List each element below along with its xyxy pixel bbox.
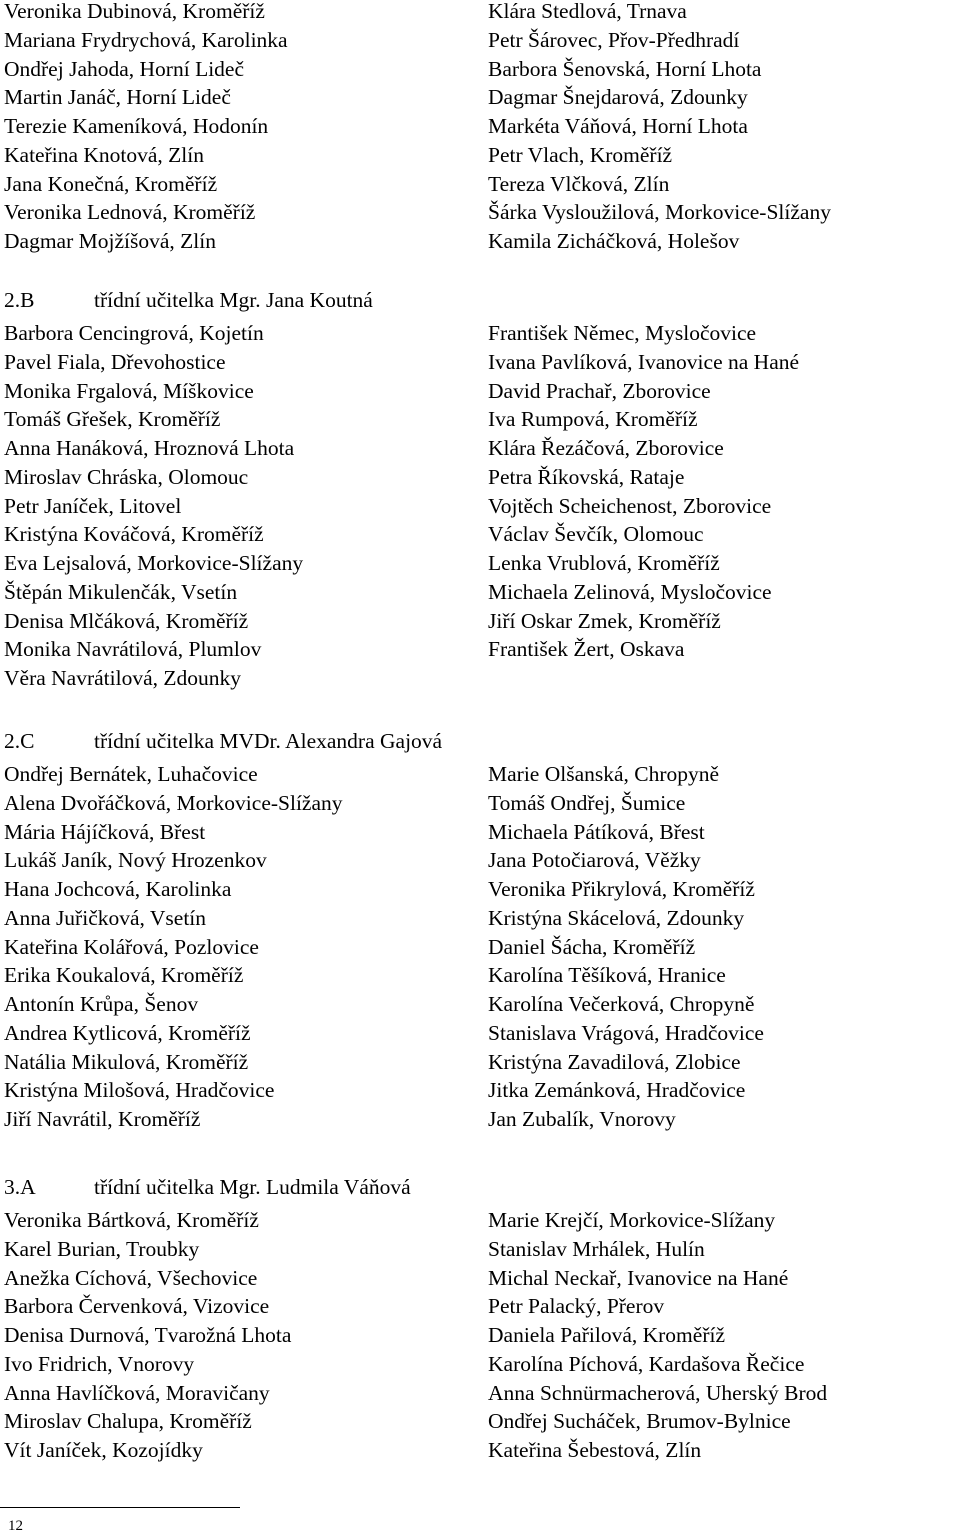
student-entry: Marie Olšanská, Chropyně: [488, 762, 720, 786]
class-section-2c: [4, 727, 954, 1134]
student-entry: Terezie Kameníková, Hodonín: [4, 114, 269, 138]
student-entry: David Prachař, Zborovice: [488, 378, 711, 403]
student-entry: Ivana Pavlíková, Ivanovice na Hané: [488, 349, 800, 374]
student-entry: Anna Juřičková, Vsetín: [4, 905, 207, 930]
student-entry: Daniel Šácha, Kroměříž: [488, 934, 696, 959]
student-list-left: [4, 319, 488, 693]
student-entry: Petr Palacký, Přerov: [488, 1294, 665, 1319]
student-entry: Petr Šárovec, Přov-Předhradí: [488, 27, 740, 52]
student-entry: Barbora Šenovská, Horní Lhota: [488, 56, 762, 81]
student-entry: Monika Frgalová, Míškovice: [4, 378, 254, 403]
student-entry: Marie Krejčí, Morkovice-Slížany: [488, 1208, 776, 1232]
student-entry: Iva Rumpová, Kroměříž: [488, 407, 698, 432]
student-entry: Miroslav Chalupa, Kroměříž: [4, 1409, 252, 1434]
student-entry: Kateřina Knotová, Zlín: [4, 142, 205, 167]
student-list-right: [488, 1206, 954, 1465]
student-entry: Jana Potočiarová, Věžky: [488, 848, 701, 873]
class-teacher: třídní učitelka Mgr. Ludmila Váňová: [94, 1175, 411, 1199]
student-entry: Petr Janíček, Litovel: [4, 493, 182, 518]
class-section-2b: [4, 286, 954, 693]
student-entry: Václav Ševčík, Olomouc: [488, 522, 704, 547]
student-entry: Klára Stedlová, Trnava: [488, 0, 687, 23]
student-entry: Dagmar Mojžíšová, Zlín: [4, 229, 216, 253]
student-entry: Karolína Těšíková, Hranice: [488, 963, 726, 988]
student-list-left: [4, 760, 488, 1134]
student-entry: Pavel Fiala, Dřevohostice: [4, 349, 226, 374]
student-entry: Markéta Váňová, Horní Lhota: [488, 114, 748, 138]
student-entry: František Němec, Mysločovice: [488, 321, 757, 345]
student-entry: Michaela Pátíková, Břest: [488, 819, 705, 844]
student-entry: Daniela Pařilová, Kroměříž: [488, 1323, 726, 1347]
student-list-right: [488, 760, 954, 1134]
student-entry: Ivo Fridrich, Vnorovy: [4, 1351, 195, 1376]
student-entry: Kristýna Zavadilová, Zlobice: [488, 1049, 741, 1074]
student-entry: Kristýna Milošová, Hradčovice: [4, 1078, 275, 1103]
student-entry: Alena Dvořáčková, Morkovice-Slížany: [4, 790, 343, 815]
student-entry: Michal Neckař, Ivanovice na Hané: [488, 1265, 789, 1290]
class-section-3a: [4, 1173, 954, 1465]
student-entry: Lenka Vrublová, Kroměříž: [488, 551, 720, 575]
student-entry: Anna Hanáková, Hroznová Lhota: [4, 436, 295, 460]
class-teacher: třídní učitelka MVDr. Alexandra Gajová: [94, 729, 443, 753]
student-entry: Monika Navrátilová, Plumlov: [4, 637, 262, 662]
student-entry: Anna Havlíčková, Moravičany: [4, 1380, 270, 1405]
class-heading: [4, 727, 954, 756]
student-entry: Eva Lejsalová, Morkovice-Slížany: [4, 551, 304, 575]
student-entry: Tomáš Ondřej, Šumice: [488, 790, 686, 815]
class-code: 3.A: [4, 1175, 36, 1199]
class-heading: [4, 286, 954, 315]
class-code: 2.B: [4, 288, 35, 312]
student-entry: Martin Janáč, Horní Lideč: [4, 85, 231, 110]
student-entry: Věra Navrátilová, Zdounky: [4, 666, 242, 690]
student-entry: Erika Koukalová, Kroměříž: [4, 963, 244, 988]
student-entry: Antonín Krůpa, Šenov: [4, 992, 199, 1016]
student-entry: Lukáš Janík, Nový Hrozenkov: [4, 848, 267, 873]
student-list-left: [4, 1206, 488, 1465]
student-entry: Karolína Večerková, Chropyně: [488, 992, 755, 1016]
student-entry: Miroslav Chráska, Olomouc: [4, 464, 249, 489]
student-columns: [4, 0, 954, 256]
student-list-left: [4, 0, 488, 256]
student-entry: Barbora Cencingrová, Kojetín: [4, 321, 264, 345]
student-entry: Kristýna Skácelová, Zdounky: [488, 905, 745, 930]
student-entry: Anežka Cíchová, Všechovice: [4, 1265, 258, 1290]
student-entry: Andrea Kytlicová, Kroměříž: [4, 1020, 251, 1045]
student-entry: Hana Jochcová, Karolinka: [4, 877, 232, 901]
student-columns: [4, 1206, 954, 1465]
student-entry: Ondřej Bernátek, Luhačovice: [4, 762, 258, 786]
student-columns: [4, 760, 954, 1134]
student-entry: Stanislav Mrhálek, Hulín: [488, 1236, 705, 1261]
student-entry: Tomáš Gřešek, Kroměříž: [4, 407, 221, 432]
class-teacher: třídní učitelka Mgr. Jana Koutná: [94, 288, 373, 312]
student-entry: Mária Hájíčková, Břest: [4, 819, 206, 844]
student-entry: Veronika Bártková, Kroměříž: [4, 1208, 259, 1232]
class-section-continued: [4, 0, 954, 256]
student-entry: František Žert, Oskava: [488, 637, 685, 662]
student-entry: Petra Říkovská, Rataje: [488, 464, 685, 489]
student-list-right: [488, 0, 954, 256]
student-entry: Veronika Přikrylová, Kroměříž: [488, 877, 755, 901]
student-entry: Stanislava Vrágová, Hradčovice: [488, 1020, 764, 1045]
student-entry: Karel Burian, Troubky: [4, 1236, 200, 1261]
class-heading: [4, 1173, 954, 1202]
student-entry: Petr Vlach, Kroměříž: [488, 142, 673, 167]
student-entry: Veronika Lednová, Kroměříž: [4, 200, 256, 225]
student-entry: Vojtěch Scheichenost, Zborovice: [488, 493, 772, 518]
student-entry: Tereza Vlčková, Zlín: [488, 171, 670, 196]
student-list-right: [488, 319, 954, 693]
student-entry: Kristýna Kováčová, Kroměříž: [4, 522, 264, 547]
student-entry: Vít Janíček, Kozojídky: [4, 1438, 203, 1462]
student-entry: Klára Řezáčová, Zborovice: [488, 436, 724, 460]
student-entry: Barbora Červenková, Vizovice: [4, 1294, 270, 1319]
student-entry: Jiří Oskar Zmek, Kroměříž: [488, 608, 721, 633]
student-entry: Karolína Píchová, Kardašova Řečice: [488, 1351, 805, 1376]
student-entry: Ondřej Sucháček, Brumov-Bylnice: [488, 1409, 791, 1434]
student-entry: Štěpán Mikulenčák, Vsetín: [4, 579, 238, 604]
student-entry: Šárka Vysloužilová, Morkovice-Slížany: [488, 200, 831, 225]
student-entry: Dagmar Šnejdarová, Zdounky: [488, 85, 748, 110]
student-entry: Kamila Zicháčková, Holešov: [488, 229, 740, 253]
student-entry: Michaela Zelinová, Mysločovice: [488, 579, 772, 604]
student-entry: Veronika Dubinová, Kroměříž: [4, 0, 265, 23]
student-entry: Anna Schnürmacherová, Uherský Brod: [488, 1380, 828, 1405]
student-entry: Kateřina Šebestová, Zlín: [488, 1438, 702, 1462]
student-entry: Ondřej Jahoda, Horní Lideč: [4, 56, 245, 81]
class-code: 2.C: [4, 729, 35, 753]
student-entry: Natália Mikulová, Kroměříž: [4, 1049, 249, 1074]
student-entry: Denisa Mlčáková, Kroměříž: [4, 608, 249, 633]
student-entry: Jan Zubalík, Vnorovy: [488, 1107, 676, 1131]
student-entry: Denisa Durnová, Tvarožná Lhota: [4, 1323, 292, 1347]
student-entry: Jiří Navrátil, Kroměříž: [4, 1107, 201, 1131]
student-entry: Jana Konečná, Kroměříž: [4, 171, 218, 196]
student-entry: Kateřina Kolářová, Pozlovice: [4, 934, 259, 959]
student-entry: Mariana Frydrychová, Karolinka: [4, 27, 288, 52]
footer-divider: [0, 1507, 240, 1508]
page-number: 12: [8, 1518, 23, 1534]
student-columns: [4, 319, 954, 693]
student-entry: Jitka Zemánková, Hradčovice: [488, 1078, 746, 1103]
